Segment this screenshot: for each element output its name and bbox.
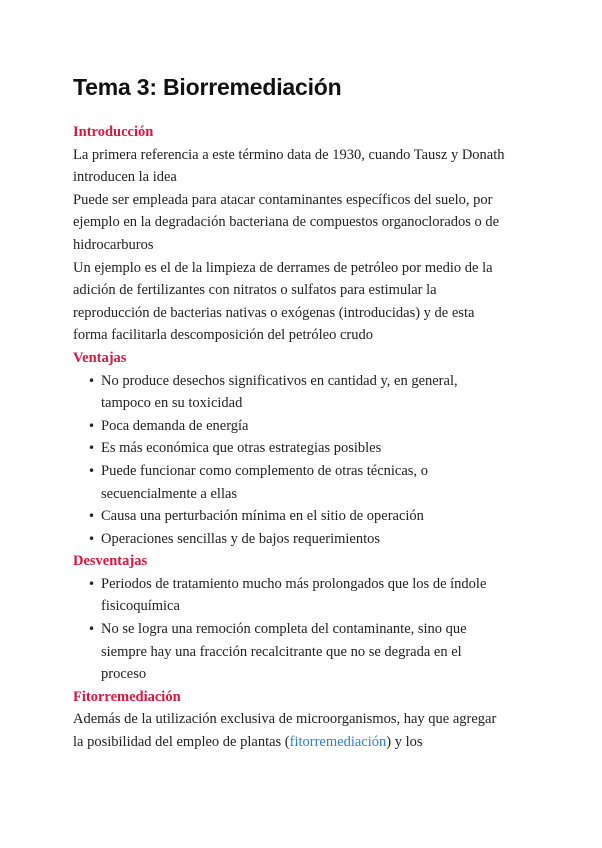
list-item-line: proceso: [101, 666, 147, 683]
text-fragment: ) y los: [386, 734, 423, 751]
list-item-line: No produce desechos significativos en cantidad y, en general,: [101, 372, 458, 389]
ventajas-list: [73, 370, 543, 551]
list-item: [73, 505, 543, 528]
bullet-icon: •: [88, 463, 96, 478]
list-item: [73, 528, 543, 551]
page-title: Tema 3: Biorremediación: [73, 74, 342, 100]
list-item: [73, 370, 543, 415]
list-item-line: Periodos de tratamiento mucho más prolongados que los de índole: [101, 575, 487, 592]
list-item: [73, 437, 543, 460]
text-line: forma facilitarla descomposición del petróleo crudo: [73, 327, 373, 344]
desventajas-list: [73, 573, 543, 686]
text-line: introducen la idea: [73, 169, 177, 186]
list-item-line: tampoco en su toxicidad: [101, 395, 243, 412]
bullet-icon: •: [88, 509, 96, 524]
bullet-icon: •: [88, 531, 96, 546]
list-item: [73, 573, 543, 618]
list-item: [73, 460, 543, 505]
bullet-icon: •: [88, 441, 96, 456]
list-item: [73, 618, 543, 686]
text-line: Puede ser empleada para atacar contaminantes específicos del suelo, por: [73, 191, 493, 208]
text-line: ejemplo en la degradación bacteriana de compuestos organoclorados o de: [73, 214, 500, 231]
text-line: adición de fertilizantes con nitratos o sulfatos para estimular la: [73, 282, 437, 299]
list-item-line: Es más económica que otras estrategias posibles: [101, 440, 382, 457]
section-heading-ventajas: Ventajas: [73, 349, 127, 366]
list-item-line: Puede funcionar como complemento de otras técnicas, o: [101, 462, 428, 479]
fitorremediacion-link[interactable]: fitorremediación: [289, 734, 387, 751]
text-line: Un ejemplo es el de la limpieza de derrames de petróleo por medio de la: [73, 259, 493, 276]
bullet-icon: •: [88, 418, 96, 433]
section-heading-introduccion: Introducción: [73, 124, 154, 140]
text-line: reproducción de bacterias nativas o exógenas (introducidas) y de esta: [73, 304, 475, 321]
text-fragment: la posibilidad del empleo de plantas (: [73, 734, 290, 751]
introduccion-text: [73, 144, 543, 347]
list-item-line: siempre hay una fracción recalcitrante que no se degrada en el: [101, 643, 462, 660]
bullet-icon: •: [88, 622, 96, 637]
list-item: [73, 415, 543, 438]
section-heading-fitorremediacion: Fitorremediación: [73, 688, 181, 705]
text-line: hidrocarburos: [73, 236, 154, 253]
list-item-line: Operaciones sencillas y de bajos requerimientos: [101, 530, 381, 547]
bullet-icon: •: [88, 576, 96, 591]
document-body: [73, 121, 543, 754]
text-line: Además de la utilización exclusiva de microorganismos, hay que agregar: [73, 711, 497, 728]
section-heading-desventajas: Desventajas: [73, 553, 148, 570]
list-item-line: Poca demanda de energía: [101, 417, 249, 434]
list-item-line: No se logra una remoción completa del contaminante, sino que: [101, 621, 467, 638]
list-item-line: secuencialmente a ellas: [101, 485, 238, 502]
bullet-icon: •: [88, 373, 96, 388]
list-item-line: Causa una perturbación mínima en el sitio de operación: [101, 508, 424, 525]
list-item-line: fisicoquímica: [101, 598, 180, 615]
text-line: La primera referencia a este término data de 1930, cuando Tausz y Donath: [73, 146, 505, 163]
text-line: [73, 731, 543, 754]
